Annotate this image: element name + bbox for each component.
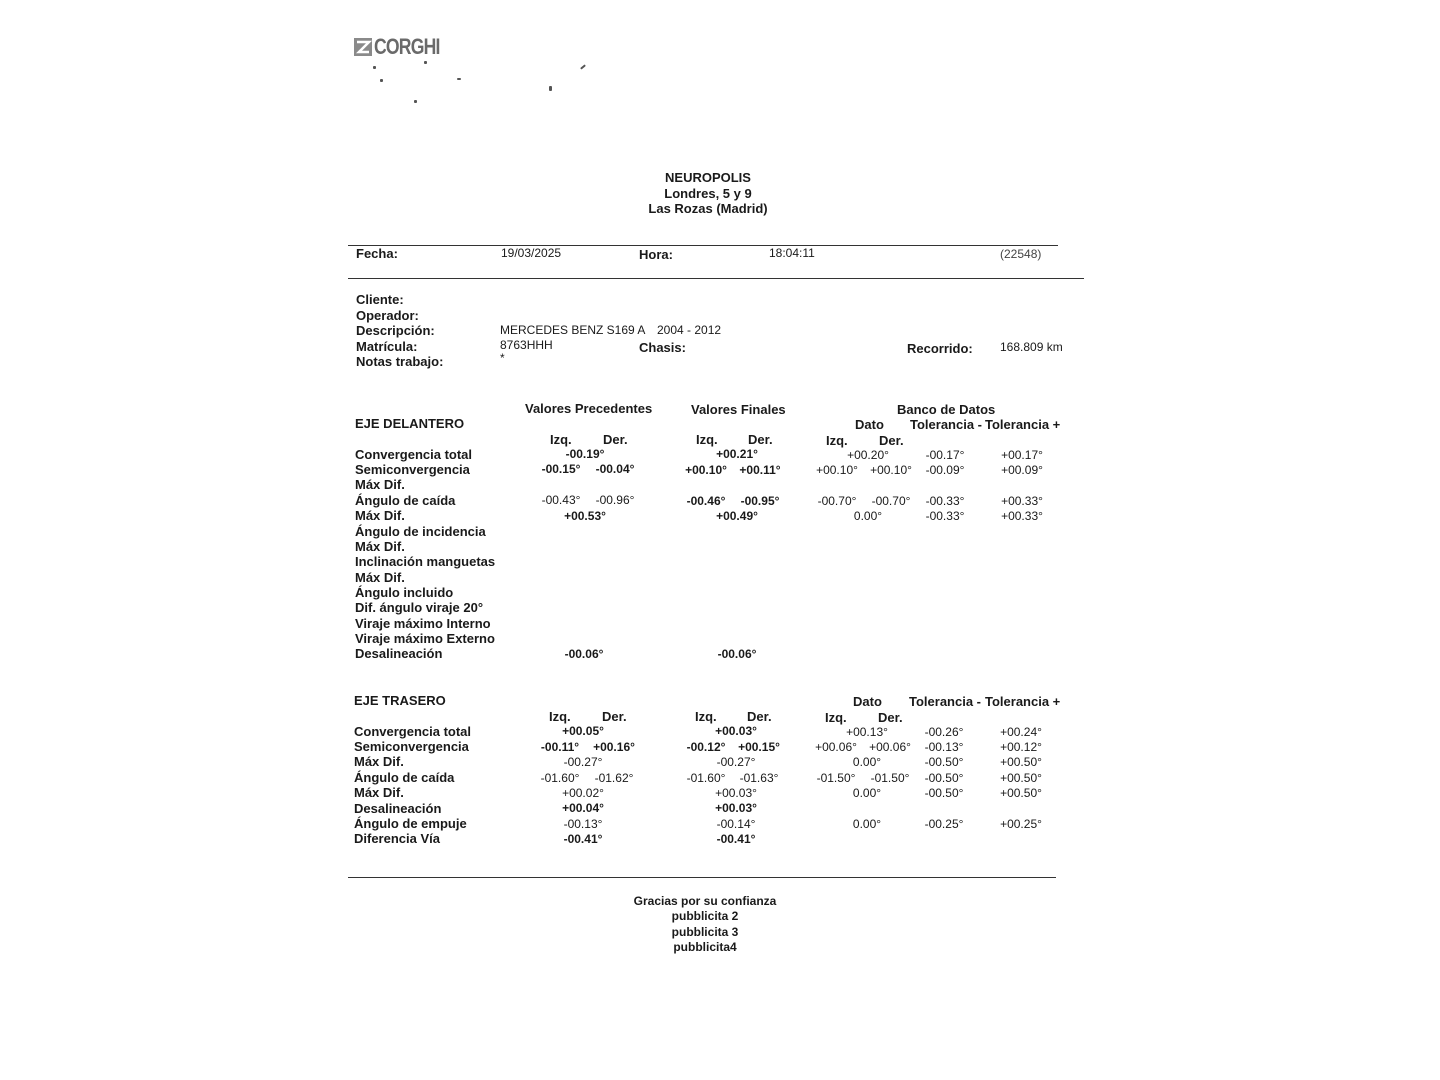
front-prev-izq-header: Izq. [550, 432, 572, 447]
front-caida-dato-izq: -00.70° [817, 494, 857, 508]
col-tolerancia-minus: Tolerancia - [910, 417, 983, 432]
rear-label: Ángulo de empuje [354, 816, 467, 831]
rear-empuje-dato: 0.00° [852, 817, 882, 831]
front-label: Ángulo de incidencia [355, 524, 486, 539]
rear-desal-prev: +00.04° [562, 801, 604, 815]
rear-via-prev: -00.41° [563, 832, 603, 846]
corghi-logo-icon [352, 35, 374, 59]
rear-semi-maxdif-tol-minus: -00.50° [924, 755, 964, 769]
front-maxdif-prev: +00.53° [564, 509, 606, 523]
scan-speck [380, 79, 383, 82]
rear-empuje-tol-minus: -00.25° [924, 817, 964, 831]
scan-speck [414, 100, 417, 103]
col-valores-finales: Valores Finales [691, 402, 786, 417]
rear-label: Máx Dif. [354, 785, 404, 800]
front-label: Dif. ángulo viraje 20° [355, 600, 484, 615]
front-maxdif-tol-minus: -00.33° [925, 509, 965, 523]
rear-empuje-fin: -00.14° [716, 817, 756, 831]
rear-caida-prev-der: -01.62° [594, 771, 634, 785]
hora-value: 18:04:11 [769, 246, 815, 260]
corghi-logo [352, 34, 442, 60]
matricula-label: Matrícula: [356, 339, 418, 354]
scan-speck [373, 66, 376, 69]
notas-value: * [500, 351, 505, 365]
col-valores-precedentes: Valores Precedentes [525, 401, 653, 416]
fecha-value: 19/03/2025 [501, 246, 562, 260]
front-caida-fin-izq: -00.46° [686, 494, 726, 508]
rear-desal-fin: +00.03° [715, 801, 757, 815]
front-label: Máx Dif. [355, 477, 405, 492]
rear-label: Semiconvergencia [354, 739, 469, 754]
recorrido-value: 168.809 km [1000, 340, 1063, 354]
rear-conv-tol-minus: -00.26° [924, 725, 964, 739]
front-label: Ángulo de caída [355, 493, 456, 508]
descripcion-label: Descripción: [356, 323, 435, 338]
divider-top [348, 245, 1058, 246]
rear-fin-der-header: Der. [747, 709, 772, 724]
front-fin-izq-header: Izq. [696, 432, 718, 447]
front-conv-prev: -00.19° [565, 447, 605, 461]
front-conv-tol-plus: +00.17° [1001, 448, 1043, 462]
recorrido-label: Recorrido: [907, 341, 973, 356]
front-caida-dato-der: -00.70° [871, 494, 911, 508]
rear-semi-tol-plus: +00.12° [1000, 740, 1042, 754]
rear-caida-tol-minus: -00.50° [924, 771, 964, 785]
rear-caida-prev-izq: -01.60° [540, 771, 580, 785]
rear-conv-tol-plus: +00.24° [1000, 725, 1042, 739]
rear-caida-fin-der: -01.63° [739, 771, 779, 785]
front-label: Viraje máximo Externo [355, 631, 495, 646]
front-conv-tol-minus: -00.17° [925, 448, 965, 462]
rear-semi-dato-der: +00.06° [869, 740, 911, 754]
rear-label: Máx Dif. [354, 754, 404, 769]
notas-label: Notas trabajo: [356, 354, 444, 369]
hora-label: Hora: [639, 247, 673, 262]
rear-label: Desalineación [354, 801, 442, 816]
rear-empuje-prev: -00.13° [563, 817, 603, 831]
rear-empuje-tol-plus: +00.25° [1000, 817, 1042, 831]
logo-text: CORGHI [374, 34, 440, 59]
front-label: Ángulo incluido [355, 585, 454, 600]
matricula-value: 8763HHH [500, 338, 553, 352]
front-maxdif-dato: 0.00° [853, 509, 883, 523]
front-label: Convergencia total [355, 447, 473, 462]
rear-prev-izq-header: Izq. [549, 709, 571, 724]
front-semi-tol-plus: +00.09° [1001, 463, 1043, 477]
rear-label: Convergencia total [354, 724, 472, 739]
chasis-label: Chasis: [639, 340, 686, 355]
rear-semi-fin-der: +00.15° [738, 740, 780, 754]
rear-dato-izq-header: Izq. [825, 710, 847, 725]
fecha-label: Fecha: [356, 246, 398, 261]
front-caida-tol-plus: +00.33° [1001, 494, 1043, 508]
front-semi-fin-izq: +00.10° [685, 463, 727, 477]
front-label: Semiconvergencia [355, 462, 470, 477]
scan-speck [457, 78, 461, 80]
company-name: NEUROPOLIS [665, 170, 751, 185]
rear-axle-title: EJE TRASERO [354, 693, 446, 708]
descripcion-value: MERCEDES BENZ S169 A [500, 323, 646, 337]
rear-caida-maxdif-tol-minus: -00.50° [924, 786, 964, 800]
operador-label: Operador: [356, 308, 419, 323]
rear-caida-maxdif-prev: +00.02° [562, 786, 604, 800]
footer-ad-3: pubblicita 3 [671, 925, 739, 939]
front-semi-prev-der: -00.04° [595, 462, 635, 476]
front-semi-fin-der: +00.11° [739, 463, 781, 477]
rear-semi-prev-der: +00.16° [593, 740, 635, 754]
descripcion-years: 2004 - 2012 [657, 323, 722, 337]
front-maxdif-tol-plus: +00.33° [1001, 509, 1043, 523]
rear-conv-fin: +00.03° [715, 724, 757, 738]
rear-caida-maxdif-dato: 0.00° [852, 786, 882, 800]
front-label: Máx Dif. [355, 508, 405, 523]
rear-caida-dato-izq: -01.50° [816, 771, 856, 785]
front-desal-fin: -00.06° [717, 647, 757, 661]
company-address-1: Londres, 5 y 9 [664, 186, 752, 201]
rear-semi-tol-minus: -00.13° [924, 740, 964, 754]
rear-caida-dato-der: -01.50° [870, 771, 910, 785]
front-desal-prev: -00.06° [564, 647, 604, 661]
front-label: Desalineación [355, 646, 443, 661]
front-label: Máx Dif. [355, 570, 405, 585]
scan-speck [580, 64, 586, 69]
rear-caida-maxdif-tol-plus: +00.50° [1000, 786, 1042, 800]
front-conv-fin: +00.21° [716, 447, 758, 461]
front-caida-tol-minus: -00.33° [925, 494, 965, 508]
divider-header [348, 278, 1084, 279]
front-label: Máx Dif. [355, 539, 405, 554]
front-conv-dato: +00.20° [847, 448, 889, 462]
rear-col-dato: Dato [853, 694, 882, 709]
report-code: (22548) [1000, 247, 1042, 261]
rear-fin-izq-header: Izq. [695, 709, 717, 724]
front-semi-tol-minus: -00.09° [925, 463, 965, 477]
scan-speck [549, 86, 552, 91]
front-dato-izq-header: Izq. [826, 433, 848, 448]
col-tolerancia-plus: Tolerancia + [985, 417, 1061, 432]
rear-semi-maxdif-prev: -00.27° [563, 755, 603, 769]
company-address-2: Las Rozas (Madrid) [648, 201, 768, 216]
col-dato: Dato [855, 417, 884, 432]
rear-semi-maxdif-tol-plus: +00.50° [1000, 755, 1042, 769]
rear-semi-maxdif-dato: 0.00° [852, 755, 882, 769]
front-semi-dato-izq: +00.10° [816, 463, 858, 477]
rear-label: Ángulo de caída [354, 770, 455, 785]
rear-col-tolerancia-minus: Tolerancia - [909, 694, 982, 709]
rear-dato-der-header: Der. [878, 710, 903, 725]
footer-ad-4: pubblicita4 [673, 940, 737, 954]
rear-conv-prev: +00.05° [562, 724, 604, 738]
rear-col-tolerancia-plus: Tolerancia + [985, 694, 1061, 709]
front-dato-der-header: Der. [879, 433, 904, 448]
front-label: Inclinación manguetas [355, 554, 496, 569]
footer-ad-2: pubblicita 2 [671, 909, 739, 923]
front-semi-dato-der: +00.10° [870, 463, 912, 477]
rear-caida-maxdif-fin: +00.03° [715, 786, 757, 800]
front-caida-prev-der: -00.96° [595, 493, 635, 507]
front-axle-title: EJE DELANTERO [355, 416, 465, 431]
col-banco-datos: Banco de Datos [897, 402, 996, 417]
scan-speck [424, 61, 427, 64]
rear-caida-tol-plus: +00.50° [1000, 771, 1042, 785]
footer-thanks: Gracias por su confianza [633, 894, 777, 908]
rear-semi-prev-izq: -00.11° [540, 740, 580, 754]
front-fin-der-header: Der. [748, 432, 773, 447]
front-caida-fin-der: -00.95° [740, 494, 780, 508]
rear-semi-fin-izq: -00.12° [686, 740, 726, 754]
rear-prev-der-header: Der. [602, 709, 627, 724]
front-caida-prev-izq: -00.43° [541, 493, 581, 507]
front-maxdif-fin: +00.49° [716, 509, 758, 523]
cliente-label: Cliente: [356, 292, 404, 307]
rear-label: Diferencia Vía [354, 831, 440, 846]
rear-via-fin: -00.41° [716, 832, 756, 846]
rear-conv-dato: +00.13° [846, 725, 888, 739]
front-label: Viraje máximo Interno [355, 616, 491, 631]
rear-semi-dato-izq: +00.06° [815, 740, 857, 754]
front-prev-der-header: Der. [603, 432, 628, 447]
front-semi-prev-izq: -00.15° [541, 462, 581, 476]
divider-bottom [348, 877, 1056, 878]
rear-semi-maxdif-fin: -00.27° [716, 755, 756, 769]
rear-caida-fin-izq: -01.60° [686, 771, 726, 785]
